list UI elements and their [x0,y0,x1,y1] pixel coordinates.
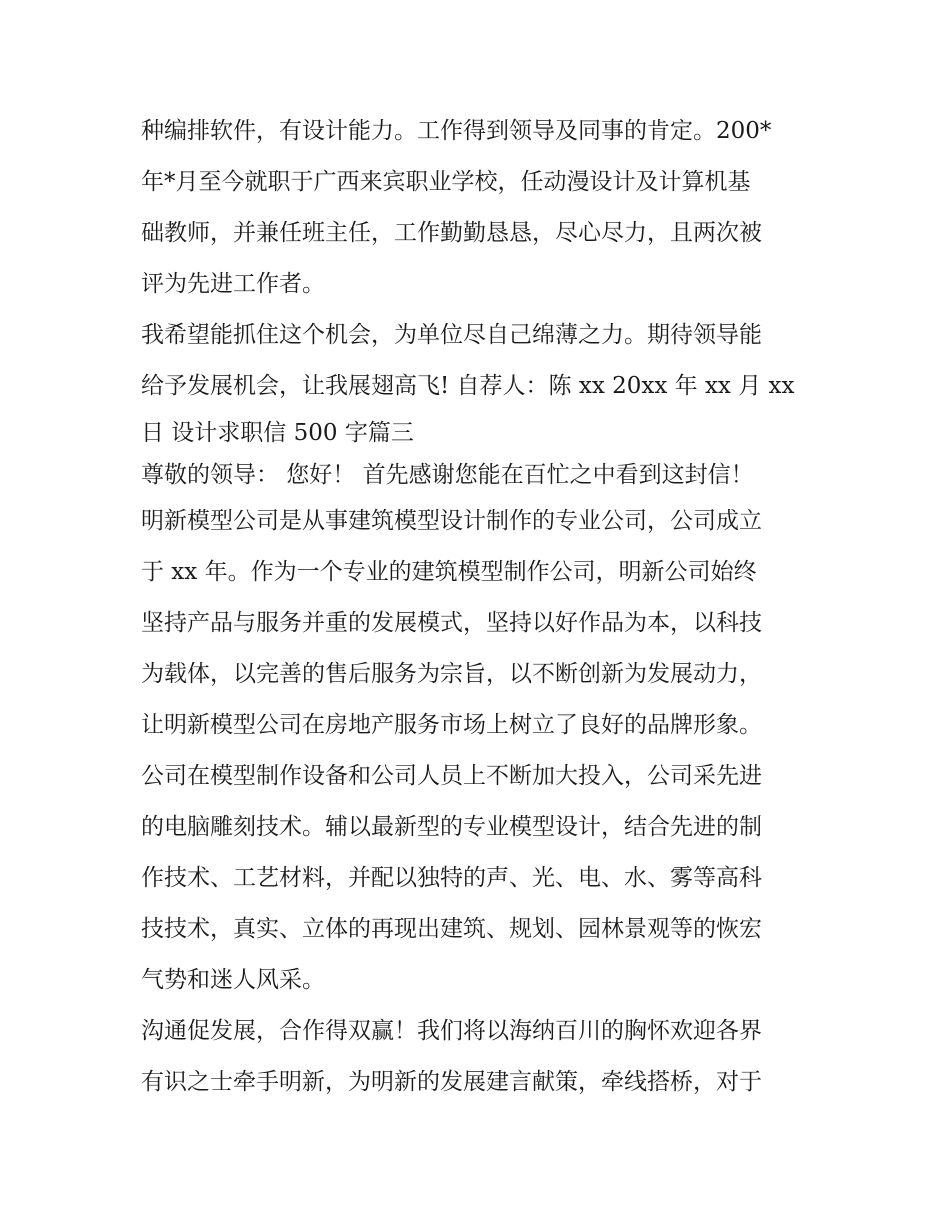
text-line: 沟通促发展，合作得双赢！我们将以海纳百川的胸怀欢迎各界 [141,1018,762,1044]
text-line: 为载体，以完善的售后服务为宗旨，以不断创新为发展动力， [141,661,762,687]
text-line: 日 设计求职信 500 字篇三 [141,420,414,446]
text-line: 评为先进工作者。 [141,271,325,297]
text-line: 种编排软件，有设计能力。工作得到领导及同事的肯定。200* [141,118,772,144]
text-line: 气势和迷人风采。 [141,967,325,993]
text-line: 公司在模型制作设备和公司人员上不断加大投入，公司采先进 [141,763,762,789]
salutation-line: 尊敬的领导： 您好！ 首先感谢您能在百忙之中看到这封信！ [141,462,754,488]
text-line: 的电脑雕刻技术。辅以最新型的专业模型设计，结合先进的制 [141,814,762,840]
text-line: 坚持产品与服务并重的发展模式，坚持以好作品为本，以科技 [141,610,762,636]
text-line: 有识之士牵手明新，为明新的发展建言献策，牵线搭桥，对于 [141,1069,762,1095]
document-body [141,106,831,1108]
text-line: 我希望能抓住这个机会，为单位尽自己绵薄之力。期待领导能 [141,322,762,348]
text-line: 明新模型公司是从事建筑模型设计制作的专业公司，公司成立 [141,508,762,534]
text-line: 年*月至今就职于广西来宾职业学校，任动漫设计及计算机基 [141,169,751,195]
text-line: 技技术，真实、立体的再现出建筑、规划、园林景观等的恢宏 [141,916,762,942]
text-line: 给予发展机会，让我展翅高飞! 自荐人：陈 xx 20xx 年 xx 月 xx [141,373,795,399]
text-line: 作技术、工艺材料，并配以独特的声、光、电、水、雾等高科 [141,865,762,891]
text-line: 于 xx 年。作为一个专业的建筑模型制作公司，明新公司始终 [141,559,757,585]
text-line: 础教师，并兼任班主任，工作勤勤恳恳，尽心尽力，且两次被 [141,220,762,246]
text-line: 让明新模型公司在房地产服务市场上树立了良好的品牌形象。 [141,712,762,738]
